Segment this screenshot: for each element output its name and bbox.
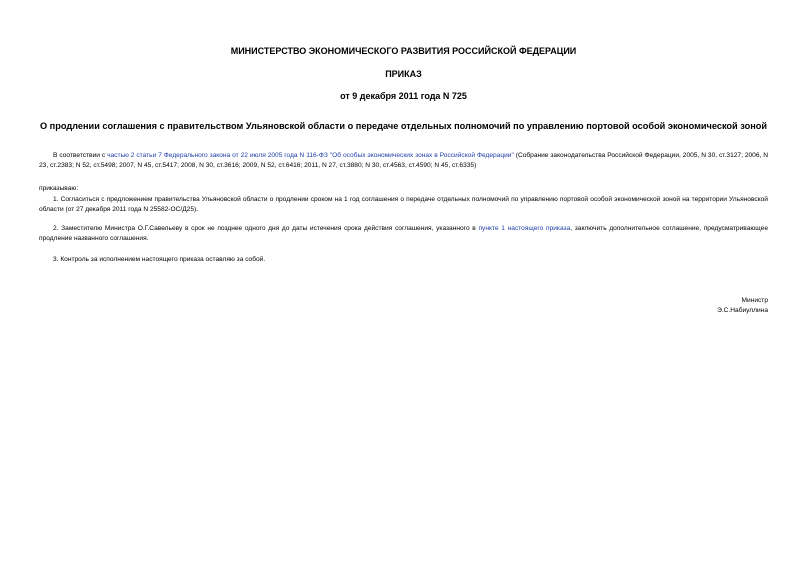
order-point-1-link[interactable]: пункте 1 настоящего приказа	[478, 225, 571, 232]
preamble-paragraph	[39, 151, 768, 171]
signer-name: Э.С.Набиуллина	[717, 307, 768, 314]
document-type: ПРИКАЗ	[385, 69, 422, 79]
order-date-number: от 9 декабря 2011 года N 725	[340, 91, 467, 101]
ministry-heading: МИНИСТЕРСТВО ЭКОНОМИЧЕСКОГО РАЗВИТИЯ РОССИЙСКОЙ ФЕДЕРАЦИИ	[230, 46, 577, 56]
order-subject: О продлении соглашения с правительством Ульяновской области о передаче отдельных полномочий по управлению портовой особой экономической зоной	[39, 121, 768, 131]
order-item-3: 3. Контроль за исполнением настоящего приказа оставляю за собой.	[53, 256, 266, 263]
item-2-rest: , заключить дополнительное соглашение, предусматривающее продление названного соглашения.	[39, 225, 768, 242]
preamble-rest: (Собрание законодательства Российской Федерации, 2005, N 30, ст.3127; 2006, N 23, ст.2383; N 52, ст.5498; 2007, N 45, ст.5417; 2008, N 30, ст.3616; 2009, N 52, ст.6416; 2011, N 27, ст.3880; N 30, ст.4563, ст.4590; N 45, ст.6335)	[39, 152, 769, 169]
signer-position: Министр	[741, 297, 768, 304]
orders-word: приказываю:	[39, 185, 79, 192]
order-item-1: 1. Согласиться с предложением правительства Ульяновской области о продлении сроком на 1 год соглашения о передаче отдельных полномочий по управлению портовой особой экономической зоной на территории Ульяновской области (от 27 декабря 2011 года N 25582-ОС/Д25).	[39, 196, 768, 213]
federal-law-link[interactable]: частью 2 статьи 7 Федерального закона от 22 июля 2005 года N 116-ФЗ "Об особых экономических зонах в Российской Федерации"	[107, 152, 514, 159]
preamble-lead: В соответствии с	[53, 152, 108, 159]
item-2-lead: 2. Заместителю Министра О.Г.Савельеву в срок не позднее одного дня до даты истечения срока действия соглашения, указанного в	[53, 225, 479, 232]
order-item-2	[39, 224, 768, 244]
